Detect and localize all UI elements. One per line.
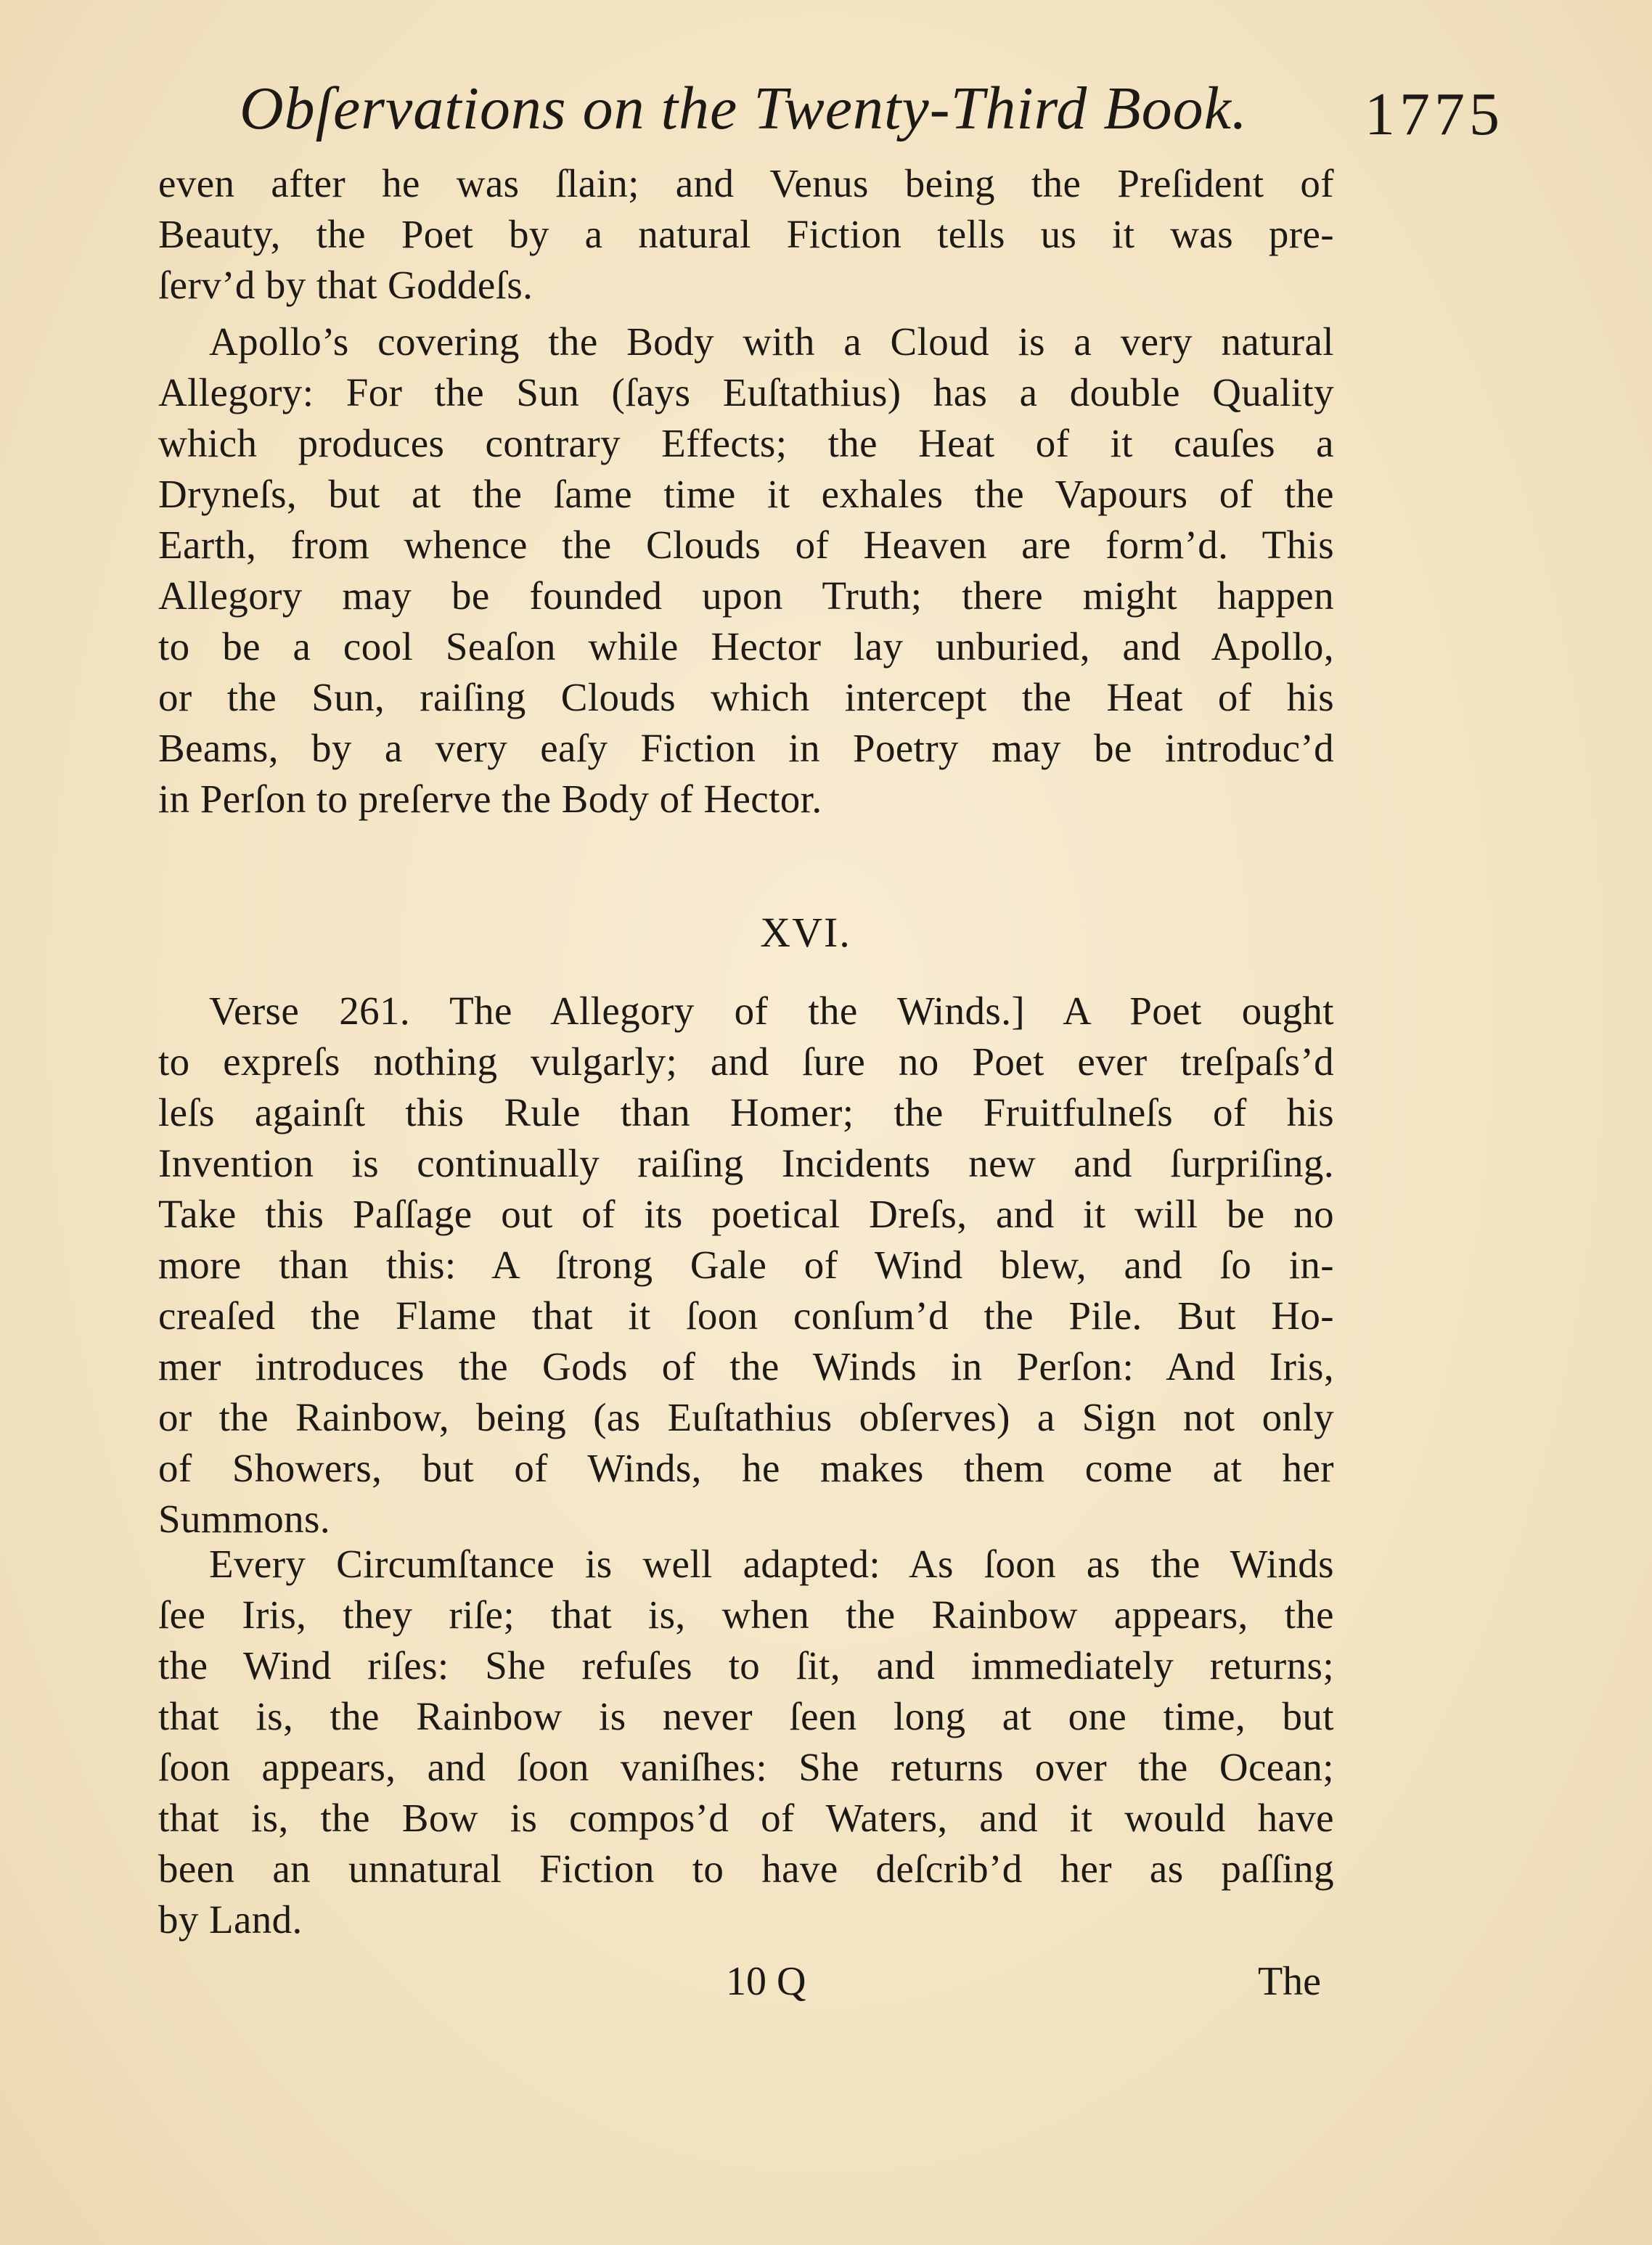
text-line: Beams, by a very eaſy Fiction in Poetry may be introduc’d <box>158 726 1334 770</box>
paragraph-2 <box>158 316 1334 825</box>
text-line: Invention is continually raiſing Incidents new and ſurpriſing. <box>158 1141 1334 1185</box>
text-line: or the Sun, raiſing Clouds which intercept the Heat of his <box>158 675 1334 719</box>
text-line: or the Rainbow, being (as Euſtathius obſerves) a Sign not only <box>158 1395 1334 1439</box>
text-line: Allegory: For the Sun (ſays Euſtathius) has a double Quality <box>158 370 1334 414</box>
text-line: to be a cool Seaſon while Hector lay unburied, and Apollo, <box>158 624 1334 668</box>
paragraph-3 <box>158 986 1334 1545</box>
text-line: the Wind riſes: She refuſes to ſit, and immediately returns; <box>158 1643 1334 1688</box>
text-line: Verse 261. The Allegory of the Winds.] A Poet ought <box>209 989 1334 1033</box>
text-line: which produces contrary Effects; the Heat of it cauſes a <box>158 421 1334 465</box>
catchword: The <box>1257 1959 1321 2004</box>
text-line: that is, the Bow is compos’d of Waters, and it would have <box>158 1796 1334 1840</box>
text-line: creaſed the Flame that it ſoon conſum’d the Pile. But Ho- <box>158 1293 1334 1338</box>
section-heading: XVI. <box>760 909 851 956</box>
page-number: 1775 <box>1365 81 1504 148</box>
text-line: Beauty, the Poet by a natural Fiction tells us it was pre- <box>158 212 1334 256</box>
text-line: Take this Paſſage out of its poetical Dreſs, and it will be no <box>158 1192 1334 1236</box>
signature-mark: 10 Q <box>726 1959 806 2004</box>
text-line: mer introduces the Gods of the Winds in Perſon: And Iris, <box>158 1344 1334 1389</box>
text-line: Every Circumſtance is well adapted: As ſoon as the Winds <box>209 1542 1334 1586</box>
text-line: more than this: A ſtrong Gale of Wind blew, and ſo in- <box>158 1243 1334 1287</box>
text-line: been an unnatural Fiction to have deſcrib’d her as paſſing <box>158 1847 1334 1891</box>
text-line: in Perſon to preſerve the Body of Hector. <box>158 777 822 821</box>
paragraph-1 <box>158 158 1334 311</box>
text-line: Allegory may be founded upon Truth; there might happen <box>158 573 1334 618</box>
text-line: ſerv’d by that Goddeſs. <box>158 263 533 307</box>
text-line: Earth, from whence the Clouds of Heaven are form’d. This <box>158 523 1334 567</box>
text-line: leſs againſt this Rule than Homer; the Fruitfulneſs of his <box>158 1090 1334 1134</box>
text-line: that is, the Rainbow is never ſeen long at one time, but <box>158 1694 1334 1738</box>
text-line: ſoon appears, and ſoon vaniſhes: She returns over the Ocean; <box>158 1745 1334 1789</box>
text-line: by Land. <box>158 1897 303 1942</box>
text-line: even after he was ſlain; and Venus being the Preſident of <box>158 161 1334 205</box>
text-line: of Showers, but of Winds, he makes them come at her <box>158 1446 1334 1490</box>
text-line: ſee Iris, they riſe; that is, when the Rainbow appears, the <box>158 1592 1334 1637</box>
running-head: Obſervations on the Twenty-Third Book. <box>240 75 1248 142</box>
text-line: to expreſs nothing vulgarly; and ſure no Poet ever treſpaſs’d <box>158 1039 1334 1084</box>
footer-catchline <box>726 1952 1321 2011</box>
text-line: Summons. <box>158 1497 331 1541</box>
paragraph-4 <box>158 1539 1334 1945</box>
text-line: Dryneſs, but at the ſame time it exhales the Vapours of the <box>158 472 1334 516</box>
text-line: Apollo’s covering the Body with a Cloud is a very natural <box>209 319 1334 364</box>
